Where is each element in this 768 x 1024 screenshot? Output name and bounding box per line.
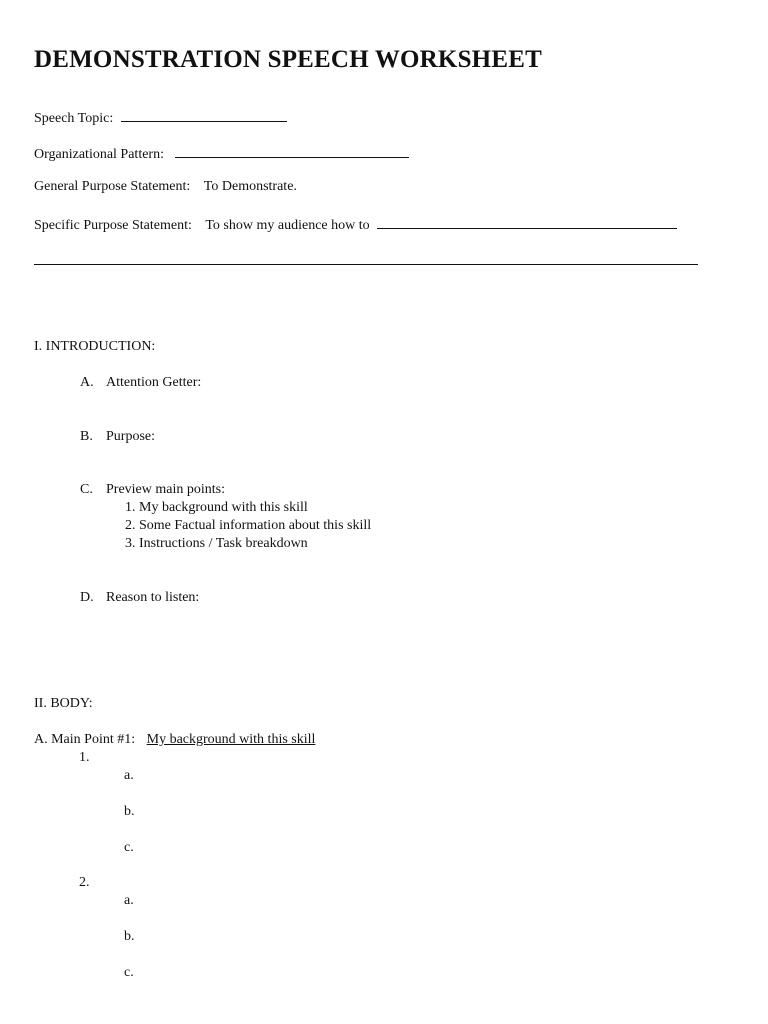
sub-letter: a.: [124, 893, 134, 908]
intro-item-b-letter: B.: [80, 429, 93, 444]
main-point-label: A. Main Point #1:: [34, 732, 136, 747]
specific-purpose-label: Specific Purpose Statement:: [34, 218, 192, 233]
main-point-value: My background with this skill: [146, 732, 316, 747]
intro-item-b-label: Purpose:: [106, 429, 155, 444]
page-title: DEMONSTRATION SPEECH WORKSHEET: [34, 46, 542, 73]
main-point-row: [34, 732, 315, 748]
sub-letter: a.: [124, 768, 134, 783]
sub-number: 1.: [79, 750, 90, 765]
speech-topic-blank[interactable]: [121, 108, 287, 122]
preview-point: 3. Instructions / Task breakdown: [125, 536, 308, 551]
preview-point: 2. Some Factual information about this skill: [125, 518, 372, 533]
org-pattern-label: Organizational Pattern:: [34, 147, 164, 162]
preview-point: 1. My background with this skill: [125, 500, 308, 515]
org-pattern-row: [34, 144, 409, 163]
intro-item-d-label: Reason to listen:: [106, 590, 200, 605]
org-pattern-blank[interactable]: [175, 144, 409, 158]
speech-topic-label: Speech Topic:: [34, 111, 114, 126]
intro-item-a-letter: A.: [80, 375, 94, 390]
speech-topic-row: [34, 108, 287, 127]
sub-letter: c.: [124, 840, 134, 855]
sub-letter: b.: [124, 929, 135, 944]
specific-purpose-continuation-line[interactable]: [34, 264, 698, 265]
sub-number: 2.: [79, 875, 90, 890]
sub-letter: c.: [124, 965, 134, 980]
sub-letter: b.: [124, 804, 135, 819]
general-purpose-row: [34, 179, 297, 195]
intro-item-c-letter: C.: [80, 482, 93, 497]
specific-purpose-row: [34, 215, 677, 234]
body-heading: II. BODY:: [34, 696, 93, 711]
intro-item-c-label: Preview main points:: [106, 482, 225, 497]
specific-purpose-value: To show my audience how to: [205, 218, 370, 233]
general-purpose-value: To Demonstrate.: [203, 179, 297, 194]
intro-item-a-label: Attention Getter:: [106, 375, 202, 390]
intro-heading: I. INTRODUCTION:: [34, 339, 156, 354]
specific-purpose-blank[interactable]: [377, 215, 677, 229]
general-purpose-label: General Purpose Statement:: [34, 179, 191, 194]
intro-item-d-letter: D.: [80, 590, 94, 605]
